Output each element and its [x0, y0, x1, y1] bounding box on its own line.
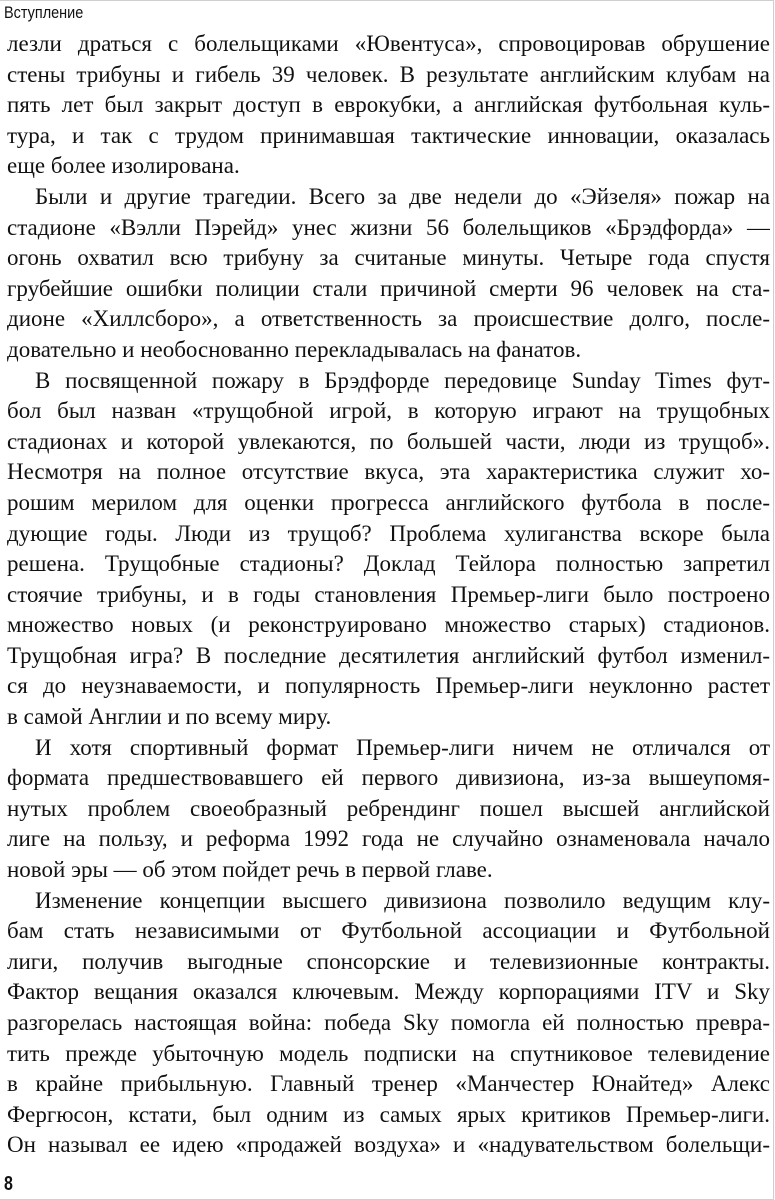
page-number: 8	[4, 1173, 13, 1195]
text-line: Он называл ее идею «продажей воздуха» и «надувательством болельщи-	[7, 1132, 770, 1158]
text-line: в самой Англии и по всему миру.	[7, 704, 332, 730]
text-line: И хотя спортивный формат Премьер-лиги ничем не отличался от	[35, 734, 770, 760]
text-line: огонь охватил всю трибуну за считаные минуты. Четыре года спустя	[7, 245, 770, 271]
text-line: дионе «Хиллсборо», а ответственность за происшествие долго, после-	[7, 306, 770, 332]
text-line: новой эры — об этом пойдет речь в первой главе.	[7, 857, 493, 883]
text-line: в крайне прибыльную. Главный тренер «Манчестер Юнайтед» Алекс	[7, 1071, 770, 1097]
running-head: Вступление	[4, 3, 84, 22]
text-line: формата предшествовавшего ей первого дивизиона, из-за вышеупомя-	[7, 765, 770, 791]
text-line: тить прежде убыточную модель подписки на спутниковое телевидение	[7, 1040, 770, 1066]
text-line: довательно и необоснованно перекладывалась на фанатов.	[7, 336, 582, 362]
text-line: рошим мерилом для оценки прогресса английского футбола в после-	[7, 489, 770, 515]
paragraph	[7, 886, 770, 1161]
paragraph	[7, 366, 770, 733]
text-line: стадионе «Вэлли Пэрейд» унес жизни 56 болельщиков «Брэдфорда» —	[7, 214, 770, 240]
text-line: стоячие трибуны, и в годы становления Премьер-лиги было построено	[7, 581, 770, 607]
text-line: стены трибуны и гибель 39 человек. В результате английским клубам на	[7, 61, 770, 87]
text-line: пять лет был закрыт доступ в еврокубки, а английская футбольная куль-	[7, 92, 770, 118]
text-line: Фергюсон, кстати, был одним из самых ярых критиков Премьер-лиги.	[7, 1101, 770, 1127]
body-text	[7, 29, 770, 1161]
text-line: тура, и так с трудом принимавшая тактические инновации, оказалась	[7, 122, 770, 148]
text-line: Изменение концепции высшего дивизиона позволило ведущим клу-	[35, 887, 770, 913]
text-line: еще более изолирована.	[7, 153, 240, 179]
text-line: Несмотря на полное отсутствие вкуса, эта характеристика служит хо-	[7, 459, 770, 485]
text-line: разгорелась настоящая война: победа Sky помогла ей полностью превра-	[7, 1010, 770, 1035]
text-line: ся до неузнаваемости, и популярность Премьер-лиги неуклонно растет	[7, 673, 770, 699]
paragraph	[7, 29, 770, 182]
text-line: В посвященной пожару в Брэдфорде передовице Sunday Times фут-	[35, 367, 770, 393]
text-line: грубейшие ошибки полиции стали причиной смерти 96 человек на ста-	[7, 275, 770, 301]
text-line: Фактор вещания оказался ключевым. Между корпорациями ITV и Sky	[7, 979, 770, 1005]
text-line: лиге на пользу, и реформа 1992 года не случайно ознаменовала начало	[7, 826, 770, 852]
text-line: нутых проблем своеобразный ребрендинг пошел высшей английской	[7, 795, 770, 821]
text-line: решена. Трущобные стадионы? Доклад Тейлора полностью запретил	[7, 551, 770, 577]
text-line: Трущобная игра? В последние десятилетия английский футбол изменил-	[7, 642, 770, 668]
text-line: множество новых (и реконструировано множество старых) стадионов.	[7, 612, 770, 638]
text-line: бам стать независимыми от Футбольной ассоциации и Футбольной	[7, 918, 770, 944]
paragraph	[7, 182, 770, 366]
text-line: лезли драться с болельщиками «Ювентуса», спровоцировав обрушение	[7, 31, 770, 56]
text-line: Были и другие трагедии. Всего за две недели до «Эйзеля» пожар на	[35, 183, 770, 209]
text-line: стадионах и которой увлекаются, по большей части, люди из трущоб».	[7, 428, 770, 454]
text-line: бол был назван «трущобной игрой, в которую играют на трущобных	[7, 398, 770, 424]
text-line: дующие годы. Люди из трущоб? Проблема хулиганства вскоре была	[7, 520, 770, 546]
paragraph	[7, 733, 770, 886]
text-line: лиги, получив выгодные спонсорские и телевизионные контракты.	[7, 948, 770, 974]
